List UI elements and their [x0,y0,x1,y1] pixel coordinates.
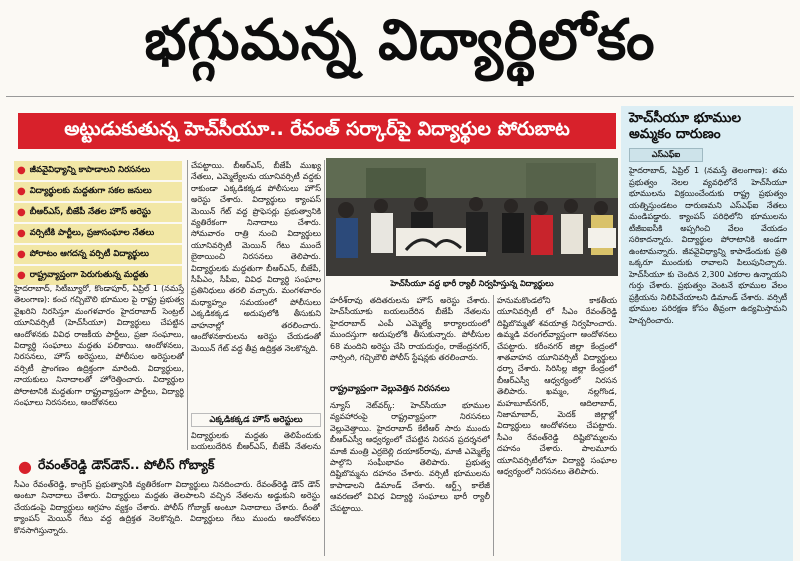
article-text: హరీశ్‌రావు తదితరులను హౌస్ అరెస్టు చేశారు. హెచ్‌సీయూకు బయలుదేరిన బీజేపీ నేతలను హైదరాబాద్ ఎంపీ ఎమ్మెల్యే కార్యాలయంలో ముందస్తుగా అదుపులోకి తీసుకున్నారు. పోలీసుల 68 మందిని అరెస్టు చేసి రాయదుర్గం, రాజేంద్రనగర్, నార్సింగి, గచ్చిబౌలి పోలీస్ స్టేషన్లకు తరలించారు. [330,296,490,363]
bullet-icon: ● [17,228,26,239]
article-column-3 [330,295,490,381]
photo-caption: హెచ్‌సీయూ వద్ద భారీ ర్యాలీ నిర్వహిస్తున్న విద్యార్థులు [390,279,554,288]
highlight-item [14,203,182,224]
bullet-icon: ● [17,207,26,218]
article-column-4 [497,295,617,556]
article-text: హైదరాబాద్, సిటీబ్యూరో, కొండాపూర్, ఏప్రిల్ 1 (నమస్తే తెలంగాణ): కంచ గచ్చిబౌలి భూముల పై రాష్ట్ర ప్రభుత్వ వైఖరిని నిరసిస్తూ మంగళవారం హైదరాబాద్ సెంట్రల్ యూనివర్సిటీ (హెచ్‌సీయూ) విద్యార్థులు చేపట్టిన ఆందోళనకు వివిధ రాజకీయ పార్టీలు, ప్రజా సంఘాలు, విద్యార్థి సంఘాలు మద్దతు పలికాయి. ఆందోళనలు, నిరసనలు, హౌస్ అరెస్టులు, పోలీసుల అరెస్టులతో వర్సిటీ ప్రాంగణం ఉద్రిక్తంగా మారింది. విద్యార్థులు, నాయకులు నినాదాలతో హోరెత్తించారు. విద్యార్థుల పోరాటానికి మద్దతుగా రాష్ట్రవ్యాప్తంగా పార్టీలు, విద్యార్థి సంఘాలు నిరసనలు, ఆందోళనలు [14,284,184,408]
column-rule [493,295,494,556]
highlight-item [14,245,182,266]
article-text: విద్యార్థులకు మద్దతు తెలిపేందుకు బయలుదేరిన బీఆర్ఎస్, బీజేపీ నేతలను [191,431,321,452]
article-column-3-continued [330,400,490,556]
protest-photo-image [326,158,618,276]
bullet-icon: ● [18,456,32,476]
secondary-headline [14,455,320,477]
highlight-text: వర్సిటీకి పార్టీలు, ప్రజాసంఘాల నేతలు [29,227,155,238]
article-text: హైదరాబాద్, ఏప్రిల్ 1 (నమస్తే తెలంగాణ): తమ ప్రభుత్వం నెలల వ్యవధిలోనే హెచ్‌సీయూ భూములను విక్రయించేందుకు రాష్ట్ర ప్రభుత్వం యత్నిస్తుండటం దారుణమని ఎస్ఎఫ్ఐ నేతలు మండిపడ్డారు. క్యాంపస్ పరిధిలోని భూములను టీజీఐఐసీకి అప్పగించి వేలం వేయడం సరికాదన్నారు. విద్యార్థుల పోరాటానికి అండగా ఉంటామన్నారు. జీవవైవిధ్యాన్ని కాపాడేందుకు ప్రతి ఒక్కరూ ముందుకు రావాలని పిలుపునిచ్చారు. హెచ్‌సీయూ కు చెందిన 2,300 ఎకరాల ఉన్నాయని గుర్తు చేశారు. ప్రభుత్వం వెంటనే భూముల వేలం ప్రక్రియను నిలిపివేయాలని డిమాండ్ చేశారు. వర్సిటీ భూముల పరిరక్షణ కోసం తీవ్రంగా ఉద్యమిస్తామని హెచ్చరించారు. [629,166,787,325]
section-subhead: రాష్ట్రవ్యాప్తంగా వెల్లువెత్తిన నిరసనలు [330,384,450,394]
article-text: సీఎం రేవంత్‌రెడ్డి, కాంగ్రెస్ ప్రభుత్వానికి వ్యతిరేకంగా విద్యార్థులు నినదించారు. రేవంత్‌రెడ్డి డౌన్ డౌన్ అంటూ నినాదాలు చేశారు. విద్యార్థులు మద్దతు తెలపాలని వచ్చిన నేతలను అడ్డుకుని అరెస్టు చేయడంపై విద్యార్థులు ఆగ్రహం వ్యక్తం చేశారు. పోలీస్ గోబ్యాక్ అంటూ నినాదాలు చేశారు. దీంతో క్యాంపస్ మెయిన్ గేటు వద్ద ఉద్రిక్తత నెలకొన్నది. విద్యార్థులు గేటు ముందు ఆందోళనలు కొనసాగిస్తున్నారు. [14,480,320,535]
bullet-icon: ● [17,186,26,197]
bullet-icon: ● [17,270,26,281]
article-text: చేపట్టాయి. బీఆర్ఎస్, బీజేపీ ముఖ్య నేతలు, ఎమ్మెల్యేలను యూనివర్సిటీ వద్దకు రాకుండా ఎక్కడికక్కడ పోలీసులు హౌస్ అరెస్టు చేశారు. విద్యార్థులు క్యాంపస్ మెయిన్ గేట్ వద్ద ప్రొఫెసర్లు ప్రభుత్వానికి వ్యతిరేకంగా నినాదాలు చేశారు. సోమవారం రాత్రి నుంచి విద్యార్థులు యూనివర్సిటీ మెయిన్ గేటు ముందే బైఠాయించి నిరసనలు తెలిపారు. విద్యార్థులకు మద్దతుగా బీఆర్ఎస్, బీజేపీ, సీపీఎం, సీపీఐ, వివిధ విద్యార్థి సంఘాల ప్రతినిధులు తరలి వచ్చారు. మంగళవారం మధ్యాహ్నం సమయంలో పోలీసులు ఎక్కడికక్కడ అదుపులోకి తీసుకుని వాహనాల్లో తరలించారు. ఆందోళనకారులను అరెస్టు చేయడంతో మెయిన్ గేట్ వద్ద తీవ్ర ఉద్రిక్తత నెలకొన్నది. [191,161,321,353]
header-divider [6,96,794,97]
article-text: హనుమకొండలోని కాకతీయ యూనివర్సిటీ లో సీఎం రేవంత్‌రెడ్డి దిష్టిబొమ్మతో శవయాత్ర నిర్వహించారు. ఉమ్మడి వరంగల్‌వ్యాప్తంగా ఆందోళనలు చేపట్టారు. కరీంనగర్ జిల్లా కేంద్రంలో శాతవాహన యూనివర్సిటీ విద్యార్థులు ధర్నా చేశారు. సిరిసిల్ల జిల్లా కేంద్రంలో బీఆర్ఎస్వీ ఆధ్వర్యంలో నిరసన తెలిపారు. ఖమ్మం, నల్లగొండ, మహబూబ్‌నగర్, ఆదిలాబాద్, నిజామాబాద్, మెదక్ జిల్లాల్లో విద్యార్థులు ఆందోళనలు చేపట్టారు. సీఎం రేవంత్‌రెడ్డి దిష్టిబొమ్మలను దహనం చేశారు. పాలమూరు యూనివర్సిటీలోనూ విద్యార్థి సంఘాల ఆధ్వర్యంలో నిరసనలు తెలిపారు. [497,296,617,477]
highlights-list [14,161,182,287]
highlight-text: విద్యార్థులకు మద్దతుగా సకల జనులు [29,185,152,196]
sidebar-article-title: హెచ్‌సీయూ భూముల అమ్మకం దారుణం [629,110,742,142]
sidebar-article [621,106,793,561]
highlight-text: జీవవైవిధ్యాన్ని కాపాడాలని నిరసనలు [29,164,151,175]
highlight-item [14,182,182,203]
article-column-2 [191,160,321,410]
bullet-icon: ● [17,165,26,176]
highlight-item [14,224,182,245]
highlight-text: బీఆర్ఎస్, బీజేపీ నేతల హౌస్ అరెస్టు [29,206,151,217]
column-rule [324,160,325,556]
article-text: న్యూస్ నెట్‌వర్క్: హెచ్‌సీయూ భూముల వ్యవహారంపై రాష్ట్రవ్యాప్తంగా నిరసనలు వెల్లువెత్తాయి. హైదరాబాద్ కేటీఆర్ సారు ముందు బీఆర్ఎస్వీ ఆధ్వర్యంలో చేపట్టిన నిరసన ప్రదర్శనలో మాజీ మంత్రి ఎర్రబెల్లి దయాకర్‌రావు, మాజీ ఎమ్మెల్యే పాల్గొని సంఘీభావం తెలిపారు. ప్రభుత్వ దిష్టిబొమ్మను దహనం చేశారు. వర్సిటీ భూములను కాపాడాలని డిమాండ్ చేశారు. ఆర్ట్స్ కాలేజీ ఆవరణలో వివిధ విద్యార్థి సంఘాలు భారీ ర్యాలీ చేపట్టాయి. [330,401,490,513]
page-headline: భగ్గుమన్న విద్యార్థిలోకం [144,7,656,73]
bullet-icon: ● [17,249,26,260]
section-subhead: ఎక్కడికక్కడ హౌస్ అరెస్టులు [191,413,321,427]
article-column-2-continued [191,430,321,454]
column-rule [187,160,188,450]
sidebar-article-tag: ఎస్ఎఫ్ఐ [629,148,703,162]
protest-photo [326,158,618,276]
highlight-item [14,161,182,182]
secondary-headline-text: రేవంత్‌రెడ్డి డౌన్‌డౌన్.. పోలీస్ గోబ్యాక్ [37,456,215,472]
highlight-text: రాష్ట్రవ్యాప్తంగా పెరుగుతున్న మద్దతు [29,269,149,280]
secondary-article [14,479,320,557]
sidebar-article-body [621,165,793,495]
highlight-text: పోరాటం ఆగదన్న వర్సిటీ విద్యార్థులు [29,248,149,259]
red-subheadline-bar: అట్టుడుకుతున్న హెచ్‌సీయూ.. రేవంత్ సర్కార్‌పై విద్యార్థుల పోరుబాట [18,113,616,149]
article-column-1 [14,283,184,449]
